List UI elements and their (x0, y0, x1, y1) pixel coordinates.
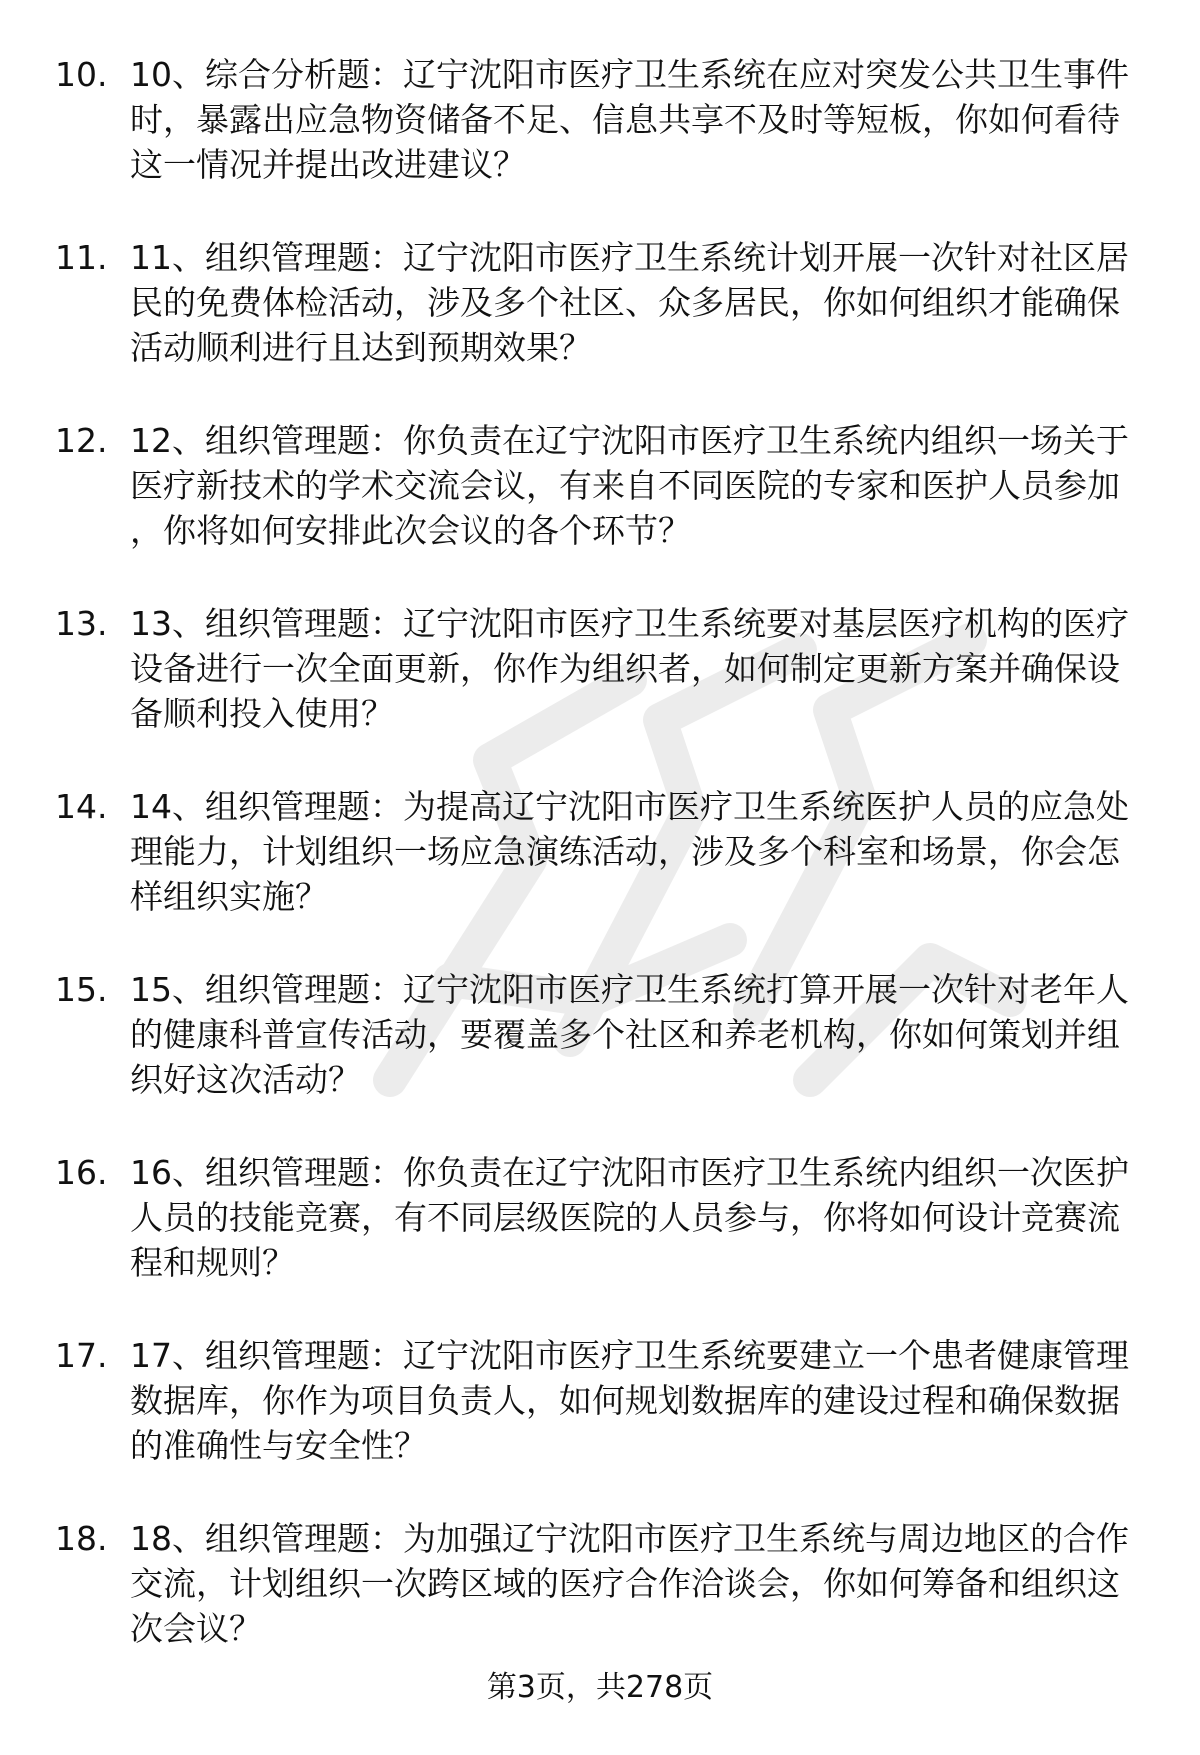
question-item (55, 418, 1155, 601)
question-item (55, 967, 1155, 1150)
question-text: 13、组织管理题：辽宁沈阳市医疗卫生系统要对基层医疗机构的医疗设备进行一次全面更新，你作为组织者，如何制定更新方案并确保设备顺利投入使用？ (130, 604, 1129, 733)
question-number: 17. (55, 1336, 108, 1375)
question-text: 15、组织管理题：辽宁沈阳市医疗卫生系统打算开展一次针对老年人的健康科普宣传活动，要覆盖多个社区和养老机构，你如何策划并组织好这次活动？ (130, 970, 1129, 1099)
question-item (55, 601, 1155, 784)
question-number: 11. (55, 238, 108, 277)
question-text: 10、综合分析题：辽宁沈阳市医疗卫生系统在应对突发公共卫生事件时，暴露出应急物资储备不足、信息共享不及时等短板，你如何看待这一情况并提出改进建议？ (130, 55, 1129, 184)
question-list (55, 52, 1155, 1699)
question-text: 17、组织管理题：辽宁沈阳市医疗卫生系统要建立一个患者健康管理数据库，你作为项目负责人，如何规划数据库的建设过程和确保数据的准确性与安全性？ (130, 1336, 1129, 1465)
question-number: 16. (55, 1153, 108, 1192)
question-number: 14. (55, 787, 108, 826)
question-number: 15. (55, 970, 108, 1009)
question-text: 16、组织管理题：你负责在辽宁沈阳市医疗卫生系统内组织一次医护人员的技能竞赛，有不同层级医院的人员参与，你将如何设计竞赛流程和规则？ (130, 1153, 1129, 1282)
question-number: 10. (55, 55, 108, 94)
question-text: 18、组织管理题：为加强辽宁沈阳市医疗卫生系统与周边地区的合作交流，计划组织一次跨区域的医疗合作洽谈会，你如何筹备和组织这次会议？ (130, 1519, 1129, 1648)
question-item (55, 1333, 1155, 1516)
question-number: 18. (55, 1519, 108, 1558)
question-text: 14、组织管理题：为提高辽宁沈阳市医疗卫生系统医护人员的应急处理能力，计划组织一场应急演练活动，涉及多个科室和场景，你会怎样组织实施？ (130, 787, 1129, 916)
question-number: 13. (55, 604, 108, 643)
question-item (55, 235, 1155, 418)
question-number: 12. (55, 421, 108, 460)
page-footer: 第3页，共278页 (486, 1670, 714, 1705)
question-item (55, 1150, 1155, 1333)
question-text: 12、组织管理题：你负责在辽宁沈阳市医疗卫生系统内组织一场关于医疗新技术的学术交流会议，有来自不同医院的专家和医护人员参加，你将如何安排此次会议的各个环节？ (130, 421, 1129, 550)
question-text: 11、组织管理题：辽宁沈阳市医疗卫生系统计划开展一次针对社区居民的免费体检活动，涉及多个社区、众多居民，你如何组织才能确保活动顺利进行且达到预期效果？ (130, 238, 1129, 367)
question-item (55, 784, 1155, 967)
question-item (55, 52, 1155, 235)
